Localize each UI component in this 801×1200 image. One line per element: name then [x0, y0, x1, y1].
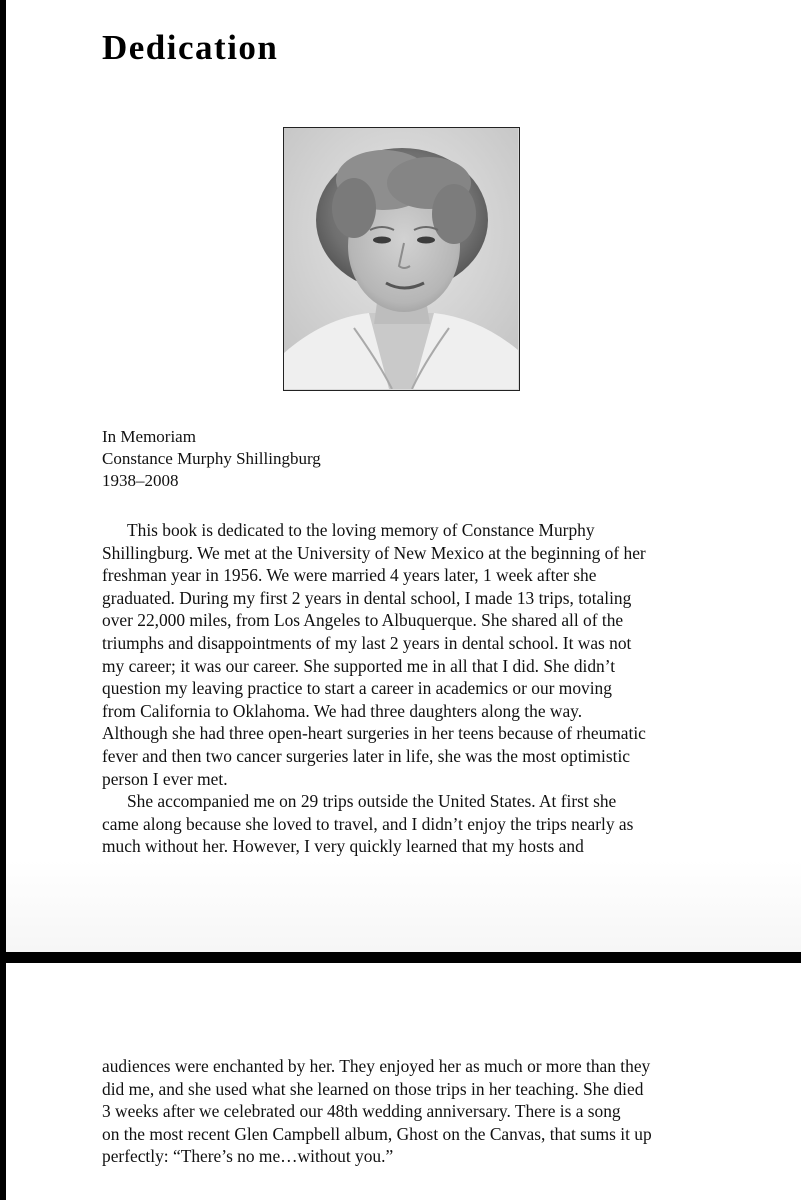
page-title: Dedication [102, 28, 279, 67]
text-line: 3 weeks after we celebrated our 48th wedding anniversary. There is a song [102, 1101, 621, 1122]
memoriam-years: 1938–2008 [102, 471, 179, 490]
text-line: perfectly: “There’s no me…without you.” [102, 1146, 394, 1167]
text-line: fever and then two cancer surgeries later in life, she was the most optimistic [102, 745, 630, 766]
text-line: question my leaving practice to start a career in academics or our moving [102, 678, 612, 699]
text-line: Although she had three open-heart surgeries in her teens because of rheumatic [102, 723, 646, 744]
memoriam-name: Constance Murphy Shillingburg [102, 449, 321, 468]
paragraph-one [102, 519, 722, 790]
text-line: freshman year in 1956. We were married 4 years later, 1 week after she [102, 565, 597, 586]
portrait-photo [283, 127, 520, 391]
text-line: much without her. However, I very quickly learned that my hosts and [102, 836, 584, 857]
text-line: This book is dedicated to the loving memory of Constance Murphy [127, 520, 595, 540]
dedication-text [102, 519, 722, 858]
continuation-text [102, 1055, 722, 1168]
portrait-image [284, 128, 518, 389]
text-line: came along because she loved to travel, and I didn’t enjoy the trips nearly as [102, 813, 634, 834]
page-one [6, 0, 801, 952]
page-two [6, 963, 801, 1200]
text-line: from California to Oklahoma. We had three daughters along the way. [102, 700, 583, 721]
memoriam-label: In Memoriam [102, 427, 196, 446]
memoriam-block [102, 426, 321, 492]
text-line: did me, and she used what she learned on those trips in her teaching. She died [102, 1078, 644, 1099]
text-line: Shillingburg. We met at the University of New Mexico at the beginning of her [102, 542, 646, 563]
text-line: on the most recent Glen Campbell album, Ghost on the Canvas, that sums it up [102, 1123, 652, 1144]
text-line: graduated. During my first 2 years in dental school, I made 13 trips, totaling [102, 587, 632, 608]
text-line: triumphs and disappointments of my last 2 years in dental school. It was not [102, 632, 632, 653]
text-line: over 22,000 miles, from Los Angeles to Albuquerque. She shared all of the [102, 610, 624, 631]
text-line: my career; it was our career. She supported me in all that I did. She didn’t [102, 655, 616, 676]
text-line: audiences were enchanted by her. They enjoyed her as much or more than they [102, 1056, 651, 1076]
text-line: She accompanied me on 29 trips outside the United States. At first she [127, 791, 617, 812]
text-line: person I ever met. [102, 768, 228, 789]
paragraph-two [102, 790, 722, 858]
